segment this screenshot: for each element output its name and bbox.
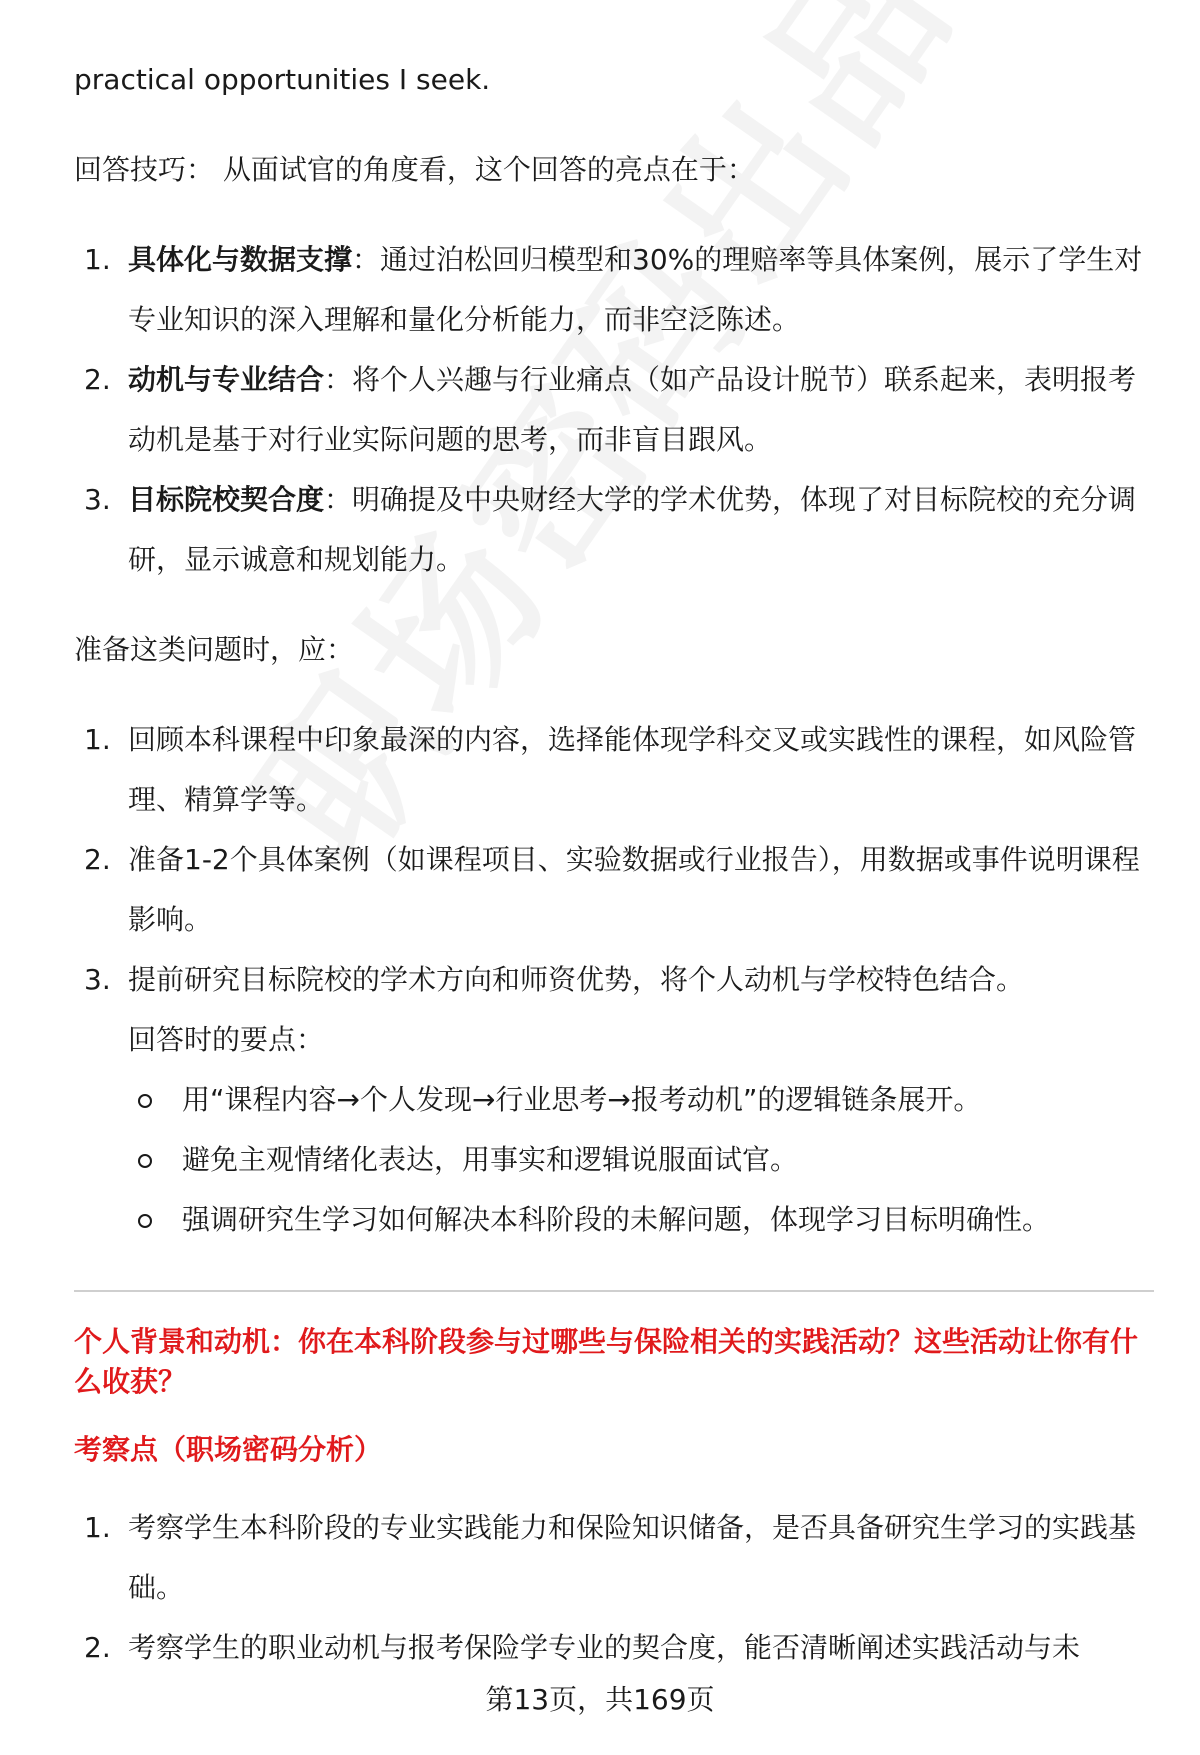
prep-heading: 准备这类问题时，应： bbox=[74, 633, 355, 666]
circle-bullet-icon bbox=[138, 1094, 152, 1108]
highlight-title: 目标院校契合度 bbox=[128, 483, 325, 516]
highlight-item bbox=[74, 230, 1154, 350]
section-divider bbox=[74, 1290, 1154, 1292]
key-point-text: 强调研究生学习如何解决本科阶段的未解问题，体现学习目标明确性。 bbox=[182, 1203, 1051, 1236]
highlight-text: ：通过泊松回归模型和30%的理赔率等具体案例，展示了学生对专业知识的深入理解和量化分析能力，而非空泛陈述。 bbox=[128, 243, 1143, 336]
page-content bbox=[74, 50, 1154, 1678]
highlight-text: ：将个人兴趣与行业痛点（如产品设计脱节）联系起来，表明报考动机是基于对行业实际问题的思考，而非盲目跟风。 bbox=[128, 363, 1137, 456]
exam-point-item bbox=[74, 1498, 1154, 1618]
item-number: 3. bbox=[84, 963, 111, 996]
item-number: 2. bbox=[84, 363, 111, 396]
prep-text: 准备1-2个具体案例（如课程项目、实验数据或行业报告），用数据或事件说明课程影响。 bbox=[128, 843, 1140, 936]
highlight-item bbox=[74, 470, 1154, 590]
highlight-title: 具体化与数据支撑 bbox=[128, 243, 353, 276]
circle-bullet-icon bbox=[138, 1154, 152, 1168]
item-number: 2. bbox=[84, 1631, 111, 1664]
prep-list bbox=[74, 710, 1154, 1070]
item-number: 2. bbox=[84, 843, 111, 876]
exam-point-text: 考察学生本科阶段的专业实践能力和保险知识储备，是否具备研究生学习的实践基础。 bbox=[128, 1511, 1137, 1604]
key-points-list bbox=[128, 1070, 1154, 1250]
highlight-title: 动机与专业结合 bbox=[128, 363, 325, 396]
key-point-text: 避免主观情绪化表达，用事实和逻辑说服面试官。 bbox=[182, 1143, 799, 1176]
page-footer: 第13页，共169页 bbox=[485, 1683, 715, 1716]
key-point-item bbox=[128, 1130, 1154, 1190]
highlight-text: ：明确提及中央财经大学的学术优势，体现了对目标院校的充分调研，显示诚意和规划能力。 bbox=[128, 483, 1137, 576]
highlight-item bbox=[74, 350, 1154, 470]
prep-text: 回顾本科课程中印象最深的内容，选择能体现学科交叉或实践性的课程，如风险管理、精算学等。 bbox=[128, 723, 1137, 816]
key-point-item bbox=[128, 1190, 1154, 1250]
exam-points-heading: 考察点（职场密码分析） bbox=[74, 1433, 383, 1466]
item-number: 1. bbox=[84, 723, 111, 756]
prep-item bbox=[74, 830, 1154, 950]
intro-line: practical opportunities I seek. bbox=[74, 63, 491, 96]
item-number: 1. bbox=[84, 1511, 111, 1544]
prep-text: 提前研究目标院校的学术方向和师资优势，将个人动机与学校特色结合。 bbox=[128, 963, 1025, 996]
key-points-heading: 回答时的要点： bbox=[128, 1023, 325, 1056]
tips-heading: 回答技巧： 从面试官的角度看，这个回答的亮点在于： bbox=[74, 153, 755, 186]
highlights-list bbox=[74, 230, 1154, 590]
key-point-text: 用“课程内容→个人发现→行业思考→报考动机”的逻辑链条展开。 bbox=[182, 1083, 982, 1116]
item-number: 1. bbox=[84, 243, 111, 276]
prep-item bbox=[74, 710, 1154, 830]
item-number: 3. bbox=[84, 483, 111, 516]
prep-item bbox=[74, 950, 1154, 1070]
circle-bullet-icon bbox=[138, 1214, 152, 1228]
question-heading: 个人背景和动机：你在本科阶段参与过哪些与保险相关的实践活动？这些活动让你有什么收获？ bbox=[74, 1325, 1139, 1398]
exam-point-item bbox=[74, 1618, 1154, 1678]
key-point-item bbox=[128, 1070, 1154, 1130]
exam-points-list bbox=[74, 1498, 1154, 1678]
exam-point-text: 考察学生的职业动机与报考保险学专业的契合度，能否清晰阐述实践活动与未 bbox=[128, 1631, 1081, 1664]
